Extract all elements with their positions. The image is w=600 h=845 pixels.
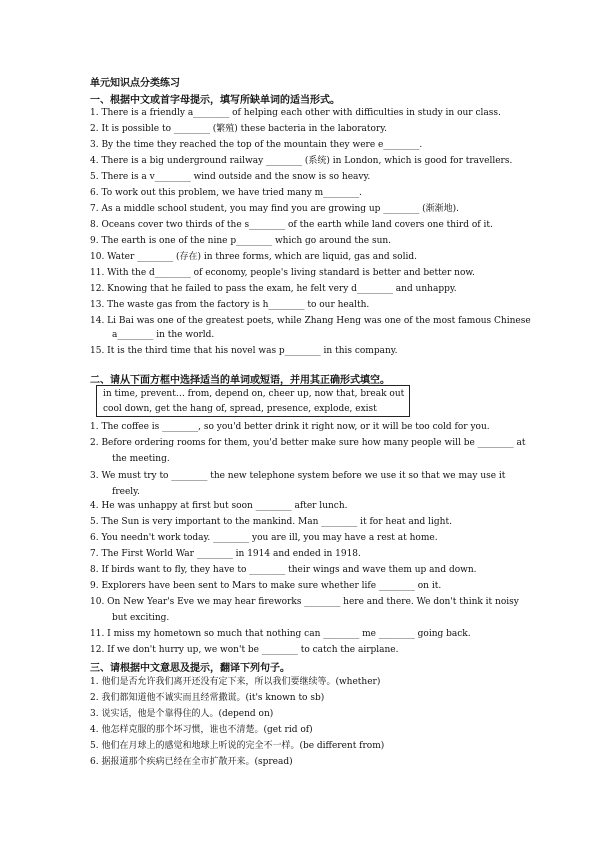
page-title: 单元知识点分类练习	[90, 78, 180, 89]
s3-item-4: 4. 他怎样克服的那个坏习惯，谁也不清楚。(get rid of)	[90, 725, 313, 735]
s3-item-2: 2. 我们都知道他不诚实而且经常撒谎。(it's known to sb)	[90, 693, 325, 703]
s2-item-2: 2. Before ordering rooms for them, you'd better make sure how many people will be ________ at	[90, 438, 526, 448]
s3-item-5: 5. 他们在月球上的感觉和地球上听说的完全不一样。(be different from)	[90, 741, 385, 751]
s2-item-8: 8. If birds want to fly, they have to ________ their wings and wave them up and down.	[90, 565, 477, 575]
s1-item-10: 10. Water ________ (存在) in three forms, which are liquid, gas and solid.	[90, 252, 417, 262]
s2-item-3-cont: freely.	[112, 487, 140, 497]
s1-item-2: 2. It is possible to ________ (繁殖) these bacteria in the laboratory.	[90, 124, 387, 134]
s1-item-4: 4. There is a big underground railway ________ (系统) in London, which is good for travellers.	[90, 156, 513, 166]
word-bank-line-1: in time, prevent… from, depend on, cheer up, now that, break out	[103, 389, 405, 399]
s2-item-6: 6. You needn't work today. ________ you are ill, you may have a rest at home.	[90, 533, 438, 543]
s2-item-11: 11. I miss my hometown so much that nothing can ________ me ________ going back.	[90, 629, 471, 639]
s1-item-7: 7. As a middle school student, you may find you are growing up ________ (渐渐地).	[90, 204, 460, 214]
s3-item-6: 6. 据报道那个疾病已经在全市扩散开来。(spread)	[90, 757, 293, 767]
s2-item-10-cont: but exciting.	[112, 613, 170, 623]
section1-heading: 一、根据中文或首字母提示，填写所缺单词的适当形式。	[90, 95, 340, 106]
s3-item-3: 3. 说实话，他是个靠得住的人。(depend on)	[90, 709, 274, 719]
s1-item-1: 1. There is a friendly a________ of helping each other with difficulties in study in our class.	[90, 108, 501, 118]
s2-item-2-cont: the meeting.	[112, 454, 170, 464]
s2-item-9: 9. Explorers have been sent to Mars to make sure whether life ________ on it.	[90, 581, 442, 591]
s1-item-6: 6. To work out this problem, we have tried many m________.	[90, 188, 363, 198]
s1-item-15: 15. It is the third time that his novel was p________ in this company.	[90, 346, 398, 356]
s2-item-3: 3. We must try to ________ the new telephone system before we use it so that we may use it	[90, 471, 506, 481]
s1-item-3: 3. By the time they reached the top of the mountain they were e________.	[90, 140, 423, 150]
s3-item-1: 1. 他们是否允许我们离开还没有定下来，所以我们要继续等。(whether)	[90, 677, 381, 687]
s1-item-8: 8. Oceans cover two thirds of the s________ of the earth while land covers one third of it.	[90, 220, 493, 230]
s2-item-1: 1. The coffee is ________, so you'd better drink it right now, or it will be too cold for you.	[90, 422, 490, 432]
s1-item-11: 11. With the d________ of economy, people's living standard is better and better now.	[90, 268, 475, 278]
s1-item-14: 14. Li Bai was one of the greatest poets, while Zhang Heng was one of the most famous Chinese	[90, 316, 531, 326]
section3-heading: 三、请根据中文意思及提示，翻译下列句子。	[90, 663, 290, 674]
word-bank-box	[96, 385, 410, 417]
s2-item-4: 4. He was unhappy at first but soon ________ after lunch.	[90, 501, 348, 511]
word-bank-line-2: cool down, get the hang of, spread, presence, explode, exist	[103, 404, 377, 414]
s1-item-9: 9. The earth is one of the nine p________ which go around the sun.	[90, 236, 392, 246]
s2-item-10: 10. On New Year's Eve we may hear fireworks ________ here and there. We don't think it noisy	[90, 597, 519, 607]
s2-item-12: 12. If we don't hurry up, we won't be ________ to catch the airplane.	[90, 645, 399, 655]
s2-item-5: 5. The Sun is very important to the mankind. Man ________ it for heat and light.	[90, 517, 452, 527]
s1-item-14-cont: a________ in the world.	[112, 330, 215, 340]
section2-heading: 二、请从下面方框中选择适当的单词或短语，并用其正确形式填空。	[90, 375, 390, 386]
s1-item-12: 12. Knowing that he failed to pass the exam, he felt very d________ and unhappy.	[90, 284, 457, 294]
s2-item-7: 7. The First World War ________ in 1914 and ended in 1918.	[90, 549, 361, 559]
s1-item-13: 13. The waste gas from the factory is h________ to our health.	[90, 300, 370, 310]
s1-item-5: 5. There is a v________ wind outside and the snow is so heavy.	[90, 172, 371, 182]
